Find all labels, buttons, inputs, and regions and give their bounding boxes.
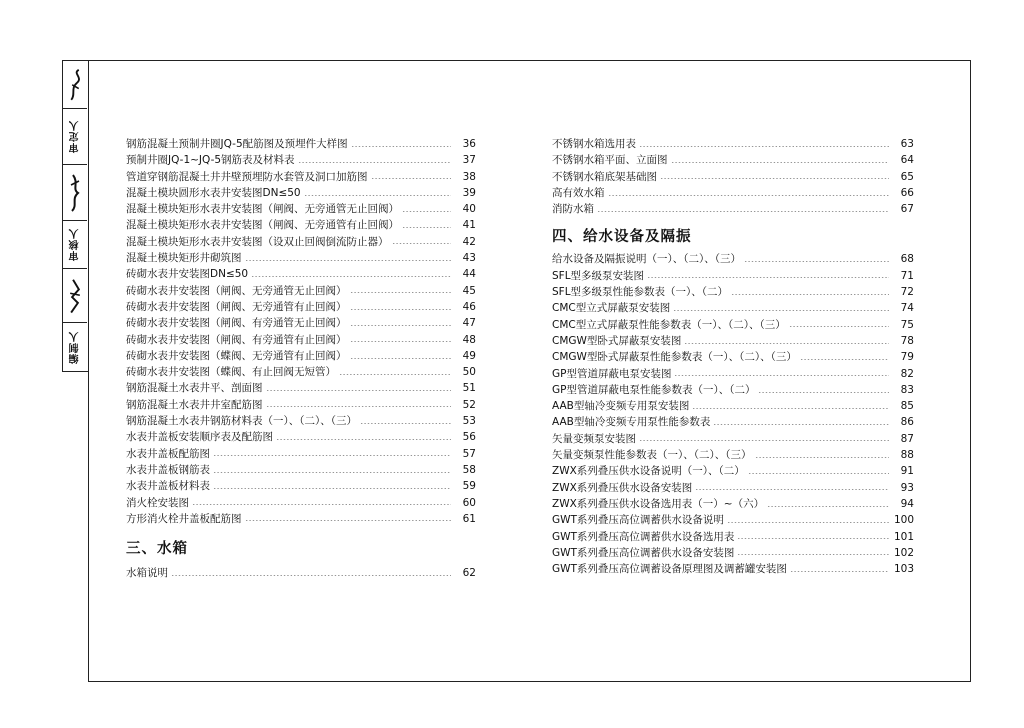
- dot-leader: [660, 178, 889, 179]
- sidebar-label-cell: [63, 221, 87, 269]
- toc-entry-title: 给水设备及隔振说明（一）、（二）、（三）: [552, 253, 741, 266]
- toc-entry-page: 82: [900, 367, 914, 380]
- toc-entry-title: CMGW型卧式屏蔽泵性能参数表（一）、（二）、（三）: [552, 351, 797, 364]
- toc-entry-title: 砖砌水表井安装图（闸阀、无旁通管有止回阀）: [126, 300, 347, 313]
- toc-entry-page: 93: [900, 481, 914, 494]
- toc-entry-title: ZWX系列叠压供水设备安装图: [552, 481, 693, 494]
- toc-entry: [126, 315, 476, 331]
- toc-entry: [126, 413, 476, 429]
- toc-entry-title: 钢筋混凝土预制井圈JQ-5配筋图及预埋件大样图: [126, 138, 348, 150]
- toc-entry-title: 消火栓安装图: [126, 496, 189, 509]
- dot-leader: [245, 260, 452, 261]
- dot-leader: [790, 571, 889, 572]
- toc-entry-title: 混凝土模块矩形井砌筑图: [126, 252, 242, 265]
- toc-entry-title: 钢筋混凝土水表井钢筋材料表（一）、（二）、（三）: [126, 415, 357, 428]
- toc-entry: [552, 447, 914, 463]
- toc-entry-title: GWT系列叠压高位调蓄供水设备安装图: [552, 546, 735, 559]
- toc-entry-page: 53: [462, 415, 476, 428]
- dot-leader: [713, 424, 889, 425]
- toc-entry-list: [126, 565, 476, 581]
- dot-leader: [639, 440, 889, 441]
- dot-leader: [789, 326, 889, 327]
- toc-entry: [552, 496, 914, 512]
- signature-cell: [63, 269, 87, 323]
- dot-leader: [608, 195, 890, 196]
- toc-entry: [552, 317, 914, 333]
- toc-entry-title: AAB型轴冷变频专用泵性能参数表: [552, 416, 711, 429]
- toc-entry-title: SFL型多级泵性能参数表（一）、（二）: [552, 286, 729, 299]
- toc-entry: [552, 251, 914, 267]
- toc-entry: [126, 250, 476, 266]
- toc-entry: [126, 332, 476, 348]
- dot-leader: [304, 195, 451, 196]
- toc-entry: [552, 152, 914, 168]
- toc-entry: [552, 382, 914, 398]
- toc-entry-title: 混凝土模块矩形水表井安装图（设双止回阀倒流防止器）: [126, 235, 389, 248]
- toc-entry-page: 49: [462, 349, 476, 362]
- toc-entry-list: [552, 136, 914, 217]
- sidebar-label-cell: [63, 109, 87, 165]
- toc-entry: [552, 512, 914, 528]
- toc-entry-title: 砖砌水表井安装图（闸阀、有旁通管无止回阀）: [126, 317, 347, 330]
- toc-entry: [552, 201, 914, 217]
- toc-entry: [552, 300, 914, 316]
- toc-entry-page: 52: [462, 398, 476, 411]
- toc-entry: [126, 299, 476, 315]
- signature-cell: [63, 165, 87, 221]
- toc-entry: [126, 478, 476, 494]
- toc-entry-page: 65: [900, 170, 914, 183]
- toc-entry-title: 不锈钢水箱选用表: [552, 138, 636, 150]
- toc-entry-page: 60: [462, 496, 476, 509]
- dot-leader: [339, 374, 451, 375]
- toc-entry: [126, 511, 476, 527]
- dot-leader: [350, 358, 452, 359]
- toc-entry-page: 88: [900, 449, 914, 462]
- toc-entry-title: 矢量变频泵性能参数表（一）、（二）、（三）: [552, 449, 752, 462]
- toc-entry-title: GP型管道屏蔽电泵安装图: [552, 367, 672, 380]
- toc-entry-page: 78: [900, 334, 914, 347]
- dot-leader: [266, 406, 452, 407]
- toc-entry: [552, 268, 914, 284]
- toc-entry: [126, 397, 476, 413]
- dot-leader: [192, 504, 451, 505]
- dot-leader: [647, 277, 889, 278]
- toc-entry-title: 混凝土模块圆形水表井安装图DN≤50: [126, 186, 301, 199]
- toc-entry: [552, 169, 914, 185]
- toc-entry: [552, 545, 914, 561]
- toc-entry: [126, 185, 476, 201]
- toc-entry-page: 39: [462, 186, 476, 199]
- dot-leader: [402, 211, 451, 212]
- toc-entry-page: 44: [462, 268, 476, 281]
- toc-entry: [552, 185, 914, 201]
- dot-leader: [671, 162, 890, 163]
- toc-entry-title: 水表井盖板安装顺序表及配筋图: [126, 431, 273, 444]
- dot-leader: [360, 423, 451, 424]
- toc-entry-page: 68: [900, 253, 914, 266]
- dot-leader: [639, 146, 889, 147]
- dot-leader: [692, 408, 889, 409]
- toc-entry-title: 砖砌水表井安装图（蝶阀、无旁通管有止回阀）: [126, 349, 347, 362]
- dot-leader: [755, 457, 890, 458]
- toc-entry-title: 混凝土模块矩形水表井安装图（闸阀、无旁通管有止回阀）: [126, 219, 399, 232]
- toc-entry: [126, 169, 476, 185]
- handwritten-signature-icon: [68, 274, 82, 316]
- sidebar-label-cell: [63, 323, 87, 371]
- toc-entry-page: 61: [462, 512, 476, 525]
- toc-entry-title: 预制井圈JQ-1~JQ-5钢筋表及材料表: [126, 154, 295, 167]
- toc-entry-page: 86: [900, 416, 914, 429]
- sidebar-label: 编制人: [69, 330, 81, 364]
- toc-entry-page: 50: [462, 366, 476, 379]
- dot-leader: [758, 392, 889, 393]
- toc-entry: [552, 366, 914, 382]
- dot-leader: [597, 211, 889, 212]
- dot-leader: [276, 439, 451, 440]
- toc-entry-page: 71: [900, 269, 914, 282]
- toc-entry: [126, 495, 476, 511]
- toc-entry-title: 水表井盖板钢筋表: [126, 463, 210, 476]
- toc-entry-title: 水箱说明: [126, 567, 168, 580]
- toc-right-column: [552, 136, 914, 577]
- toc-entry: [126, 152, 476, 168]
- toc-entry-title: 钢筋混凝土水表井井室配筋图: [126, 398, 263, 411]
- toc-entry-page: 102: [893, 546, 914, 559]
- dot-leader: [298, 162, 451, 163]
- dot-leader: [674, 375, 889, 376]
- toc-entry-page: 47: [462, 317, 476, 330]
- toc-entry-page: 94: [900, 497, 914, 510]
- toc-entry: [552, 333, 914, 349]
- toc-entry-title: CMC型立式屏蔽泵安装图: [552, 302, 671, 315]
- toc-entry: [552, 349, 914, 365]
- toc-entry-title: 管道穿钢筋混凝土井井壁预埋防水套管及洞口加筋图: [126, 170, 368, 183]
- toc-entry: [126, 234, 476, 250]
- toc-entry: [126, 364, 476, 380]
- toc-entry-title: 不锈钢水箱底架基础图: [552, 170, 657, 183]
- toc-entry-page: 43: [462, 252, 476, 265]
- toc-entry-page: 63: [900, 138, 914, 150]
- toc-entry-title: 砖砌水表井安装图（闸阀、无旁通管无止回阀）: [126, 284, 347, 297]
- toc-entry-page: 46: [462, 300, 476, 313]
- toc-entry-page: 59: [462, 480, 476, 493]
- toc-entry: [126, 348, 476, 364]
- dot-leader: [673, 310, 889, 311]
- toc-entry-title: 消防水箱: [552, 203, 594, 216]
- toc-entry-page: 42: [462, 235, 476, 248]
- toc-entry: [126, 217, 476, 233]
- toc-entry-page: 64: [900, 154, 914, 167]
- toc-entry-page: 38: [462, 170, 476, 183]
- toc-entry: [126, 429, 476, 445]
- toc-entry-title: AAB型轴冷变频专用泵安装图: [552, 400, 690, 413]
- dot-leader: [737, 538, 889, 539]
- dot-leader: [213, 472, 451, 473]
- toc-entry-page: 45: [462, 284, 476, 297]
- dot-leader: [171, 575, 451, 576]
- toc-entry-title: CMC型立式屏蔽泵性能参数表（一）、（二）、（三）: [552, 318, 786, 331]
- dot-leader: [800, 359, 889, 360]
- toc-entry-title: 水表井盖板配筋图: [126, 447, 210, 460]
- toc-entry: [552, 414, 914, 430]
- toc-entry-page: 36: [462, 138, 476, 150]
- toc-entry-page: 51: [462, 382, 476, 395]
- handwritten-signature-icon: [68, 66, 82, 104]
- toc-entry-page: 72: [900, 286, 914, 299]
- dot-leader: [245, 520, 452, 521]
- toc-entry-title: SFL型多级泵安装图: [552, 269, 645, 282]
- toc-entry: [552, 398, 914, 414]
- toc-entry-page: 74: [900, 302, 914, 315]
- dot-leader: [251, 276, 451, 277]
- dot-leader: [767, 506, 889, 507]
- toc-entry-page: 57: [462, 447, 476, 460]
- toc-entry-title: 砖砌水表井安装图（蝶阀、有止回阀无短管）: [126, 366, 336, 379]
- sidebar-label: 审核人: [69, 228, 81, 261]
- toc-entry: [126, 446, 476, 462]
- toc-entry-page: 58: [462, 463, 476, 476]
- toc-entry: [552, 463, 914, 479]
- toc-entry-title: 高有效水箱: [552, 186, 605, 199]
- sidebar-label: 审定人: [69, 120, 81, 153]
- toc-entry-page: 66: [900, 186, 914, 199]
- toc-entry-title: 混凝土模块矩形水表井安装图（闸阀、无旁通管无止回阀）: [126, 203, 399, 216]
- toc-left-column: [126, 136, 476, 581]
- toc-entry: [126, 266, 476, 282]
- dot-leader: [731, 294, 889, 295]
- toc-entry-page: 85: [900, 400, 914, 413]
- toc-entry-title: 钢筋混凝土水表井平、剖面图: [126, 382, 263, 395]
- section-heading: 四、给水设备及隔振: [552, 229, 692, 246]
- toc-entry-page: 48: [462, 333, 476, 346]
- toc-entry-title: ZWX系列叠压供水设备选用表（一）~（六）: [552, 497, 765, 510]
- toc-entry-title: GWT系列叠压高位调蓄设备原理图及调蓄罐安装图: [552, 563, 787, 576]
- dot-leader: [351, 146, 451, 147]
- dot-leader: [737, 554, 889, 555]
- toc-entry-page: 87: [900, 432, 914, 445]
- toc-entry: [552, 284, 914, 300]
- handwritten-signature-icon: [68, 171, 82, 215]
- dot-leader: [748, 473, 889, 474]
- section-heading: 三、水箱: [126, 541, 188, 558]
- toc-entry-title: CMGW型卧式屏蔽泵安装图: [552, 334, 682, 347]
- toc-entry-page: 100: [893, 514, 914, 527]
- toc-entry-title: 砖砌水表井安装图DN≤50: [126, 268, 249, 281]
- toc-entry: [552, 529, 914, 545]
- dot-leader: [266, 390, 452, 391]
- toc-entry-title: 矢量变频泵安装图: [552, 432, 636, 445]
- toc-entry: [552, 561, 914, 577]
- toc-entry: [552, 480, 914, 496]
- dot-leader: [213, 488, 451, 489]
- toc-entry: [552, 431, 914, 447]
- toc-entry-page: 56: [462, 431, 476, 444]
- dot-leader: [402, 227, 451, 228]
- toc-entry-title: 不锈钢水箱平面、立面图: [552, 154, 668, 167]
- toc-entry-page: 40: [462, 203, 476, 216]
- toc-entry: [552, 136, 914, 152]
- dot-leader: [695, 489, 889, 490]
- dot-leader: [371, 178, 452, 179]
- dot-leader: [727, 522, 889, 523]
- toc-entry: [126, 283, 476, 299]
- toc-entry-page: 83: [900, 383, 914, 396]
- toc-entry-page: 91: [900, 465, 914, 478]
- toc-entry-page: 67: [900, 203, 914, 216]
- toc-entry-page: 75: [900, 318, 914, 331]
- toc-entry: [126, 136, 476, 152]
- toc-entry-title: 砖砌水表井安装图（闸阀、有旁通管有止回阀）: [126, 333, 347, 346]
- toc-entry: [126, 462, 476, 478]
- dot-leader: [350, 341, 452, 342]
- approval-sidebar: [62, 60, 88, 372]
- toc-entry-page: 79: [900, 351, 914, 364]
- toc-entry-title: 水表井盖板材料表: [126, 480, 210, 493]
- toc-entry-title: ZWX系列叠压供水设备说明（一）、（二）: [552, 465, 745, 478]
- toc-entry-title: 方形消火栓井盖板配筋图: [126, 512, 242, 525]
- dot-leader: [213, 455, 451, 456]
- dot-leader: [392, 243, 452, 244]
- toc-entry-page: 62: [462, 567, 476, 580]
- toc-entry-title: GWT系列叠压高位调蓄供水设备说明: [552, 514, 724, 527]
- toc-entry-page: 101: [893, 530, 914, 543]
- dot-leader: [350, 325, 452, 326]
- toc-entry-list: [126, 136, 476, 527]
- toc-entry-title: GWT系列叠压高位调蓄供水设备选用表: [552, 530, 735, 543]
- toc-entry-page: 103: [893, 563, 914, 576]
- toc-entry-page: 37: [462, 154, 476, 167]
- dot-leader: [350, 292, 452, 293]
- dot-leader: [684, 343, 889, 344]
- toc-entry-title: GP型管道屏蔽电泵性能参数表（一）、（二）: [552, 383, 756, 396]
- toc-entry-page: 41: [462, 219, 476, 232]
- toc-entry-list: [552, 251, 914, 577]
- toc-entry: [126, 565, 476, 581]
- toc-entry: [126, 380, 476, 396]
- dot-leader: [744, 261, 889, 262]
- signature-cell: [63, 61, 87, 109]
- toc-entry: [126, 201, 476, 217]
- dot-leader: [350, 309, 452, 310]
